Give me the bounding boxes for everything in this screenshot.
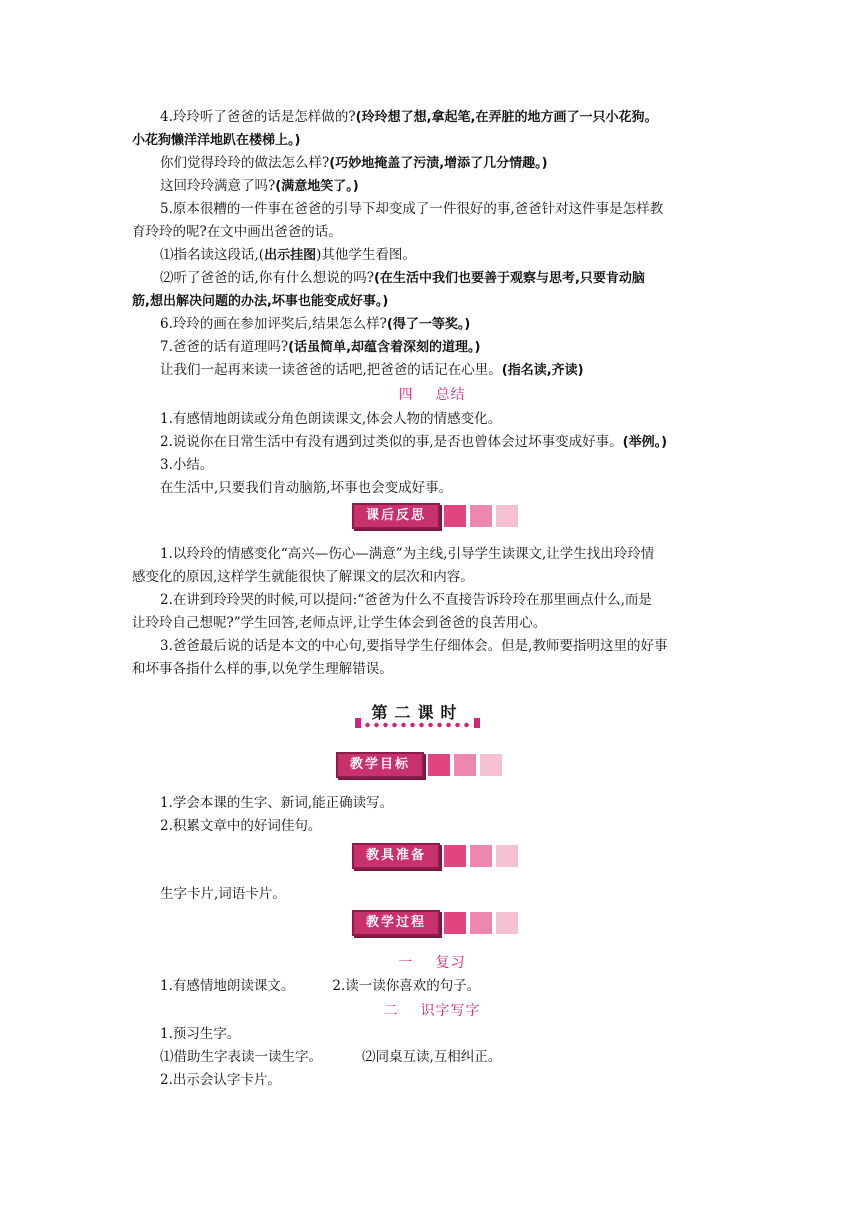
banner-label: 教学目标 [336, 752, 424, 778]
banner-decoration [470, 505, 492, 527]
banner-decoration [496, 505, 518, 527]
banner-label: 教具准备 [352, 843, 440, 869]
paragraph: ⑴指名读这段话,(出示挂图)其他学生看图。 [160, 247, 416, 263]
paragraph: 育玲玲的呢?在文中画出爸爸的话。 [132, 224, 342, 240]
paragraph: 1.有感情地朗读课文。 2.读一读你喜欢的句子。 [160, 978, 481, 994]
title-decoration [474, 718, 480, 728]
title-decoration [355, 718, 361, 728]
reflection-banner [352, 503, 518, 529]
paragraph: 1.学会本课的生字、新词,能正确读写。 [160, 795, 394, 811]
paragraph: 3.爸爸最后说的话是本文的中心句,要指导学生仔细体会。但是,教师要指明这里的好事 [160, 638, 668, 654]
banner-decoration [470, 845, 492, 867]
paragraph: 4.玲玲听了爸爸的话是怎样做的?(玲玲想了想,拿起笔,在弄脏的地方画了一只小花狗。 [160, 109, 658, 125]
banner-decoration [444, 505, 466, 527]
section-heading: 一 复习 [398, 955, 466, 971]
goals-banner [336, 752, 502, 778]
lesson-title [355, 698, 480, 732]
paragraph: 1.预习生字。 [160, 1026, 241, 1042]
paragraph: 6.玲玲的画在参加评奖后,结果怎么样?(得了一等奖。) [160, 316, 471, 332]
banner-decoration [480, 754, 502, 776]
tools-banner [352, 843, 518, 869]
process-banner [352, 910, 518, 936]
paragraph: 这回玲玲满意了吗?(满意地笑了。) [160, 178, 359, 194]
paragraph: 生字卡片,词语卡片。 [160, 886, 286, 902]
banner-decoration [496, 845, 518, 867]
paragraph: 让玲玲自己想呢?”学生回答,老师点评,让学生体会到爸爸的良苦用心。 [132, 615, 547, 631]
paragraph: 5.原本很糟的一件事在爸爸的引导下却变成了一件很好的事,爸爸针对这件事是怎样教 [160, 201, 664, 217]
paragraph: ⑴借助生字表读一读生字。 ⑵同桌互读,互相纠正。 [160, 1049, 502, 1065]
banner-decoration [454, 754, 476, 776]
paragraph: 1.有感情地朗读或分角色朗读课文,体会人物的情感变化。 [160, 411, 502, 427]
banner-decoration [496, 912, 518, 934]
paragraph: 你们觉得玲玲的做法怎么样?(巧妙地掩盖了污渍,增添了几分情趣。) [160, 155, 548, 171]
banner-label: 教学过程 [352, 910, 440, 936]
paragraph: 2.在讲到玲玲哭的时候,可以提问:“爸爸为什么不直接告诉玲玲在那里画点什么,而是 [160, 592, 652, 608]
paragraph: 2.积累文章中的好词佳句。 [160, 818, 322, 834]
paragraph: ⑵听了爸爸的话,你有什么想说的吗?(在生活中我们也要善于观察与思考,只要肯动脑 [160, 270, 645, 286]
paragraph: 小花狗懒洋洋地趴在楼梯上。) [132, 133, 301, 148]
paragraph: 和坏事各指什么样的事,以免学生理解错误。 [132, 661, 393, 677]
paragraph: 2.出示会认字卡片。 [160, 1072, 281, 1088]
banner-decoration [444, 912, 466, 934]
banner-decoration [470, 912, 492, 934]
banner-decoration [428, 754, 450, 776]
lesson-title-text: 第二课时 [371, 703, 464, 722]
section-heading: 四 总结 [398, 387, 466, 403]
paragraph: 7.爸爸的话有道理吗?(话虽简单,却蕴含着深刻的道理。) [160, 339, 481, 355]
section-heading: 二 识字写字 [383, 1003, 481, 1019]
banner-label: 课后反思 [352, 503, 440, 529]
paragraph: 2.说说你在日常生活中有没有遇到过类似的事,是否也曾体会过坏事变成好事。(举例。) [160, 434, 668, 450]
banner-decoration [444, 845, 466, 867]
paragraph: 感变化的原因,这样学生就能很快了解课文的层次和内容。 [132, 569, 474, 585]
paragraph: 1.以玲玲的情感变化“高兴—伤心—满意”为主线,引导学生读课文,让学生找出玲玲情 [160, 546, 655, 562]
paragraph: 在生活中,只要我们肯动脑筋,坏事也会变成好事。 [160, 480, 453, 496]
title-dots [363, 722, 473, 728]
paragraph: 筋,想出解决问题的办法,坏事也能变成好事。) [132, 294, 389, 309]
paragraph: 3.小结。 [160, 457, 214, 473]
paragraph: 让我们一起再来读一读爸爸的话吧,把爸爸的话记在心里。(指名读,齐读) [160, 362, 584, 378]
